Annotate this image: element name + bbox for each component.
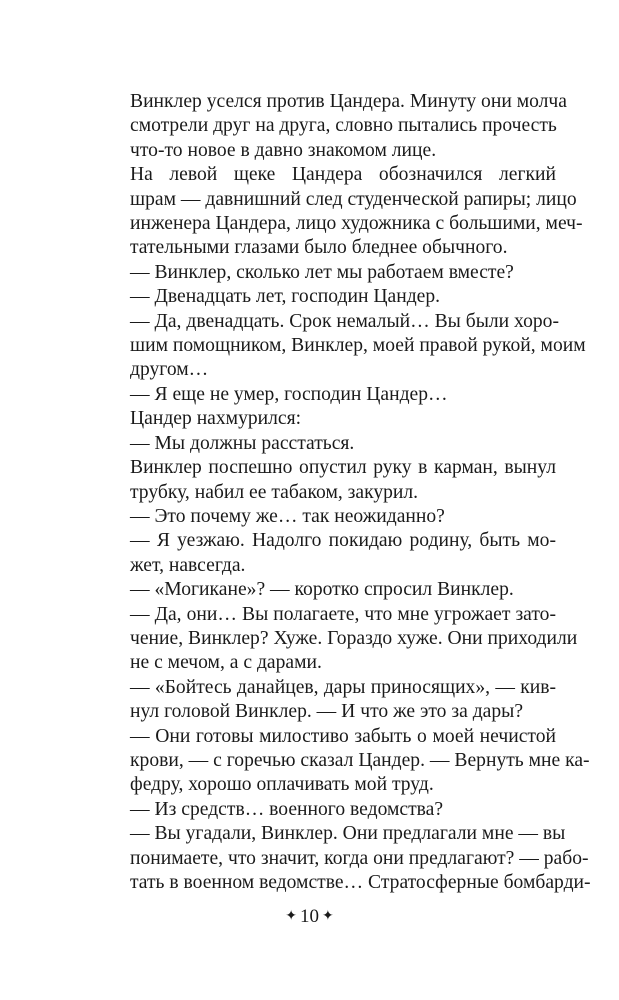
text-line: — «Бойтесь данайцев, дары приносящих», — кив- [130,676,556,698]
text-line: другом… [130,359,209,381]
paragraph [100,163,583,261]
text-line: понимаете, что значит, когда они предлагают? — рабо- [130,847,589,869]
text-line: тать в военном ведомстве… Стратосферные бомбарди- [130,872,591,893]
text-line: инженера Цандера, лицо художника с большими, меч- [130,213,583,235]
paragraph [100,578,556,602]
paragraph [100,261,556,285]
text-line: крови, — с горечью сказал Цандер. — Вернуть мне ка- [130,749,590,771]
text-line: — Двенадцать лет, господин Цандер. [130,286,441,308]
page-footer [0,906,619,928]
text-line: — Да, двенадцать. Срок немалый… Вы были хоро- [130,310,559,332]
text-line: трубку, набил ее табаком, закурил. [130,481,419,503]
text-line: — Я еще не умер, господин Цандер… [130,383,448,405]
paragraph [100,456,556,505]
text-line: — «Могикане»? — коротко спросил Винклер. [130,579,514,601]
text-line: тательными глазами было бледнее обычного. [130,237,508,259]
text-line: чение, Винклер? Хуже. Гораздо хуже. Они приходили [130,627,578,649]
text-line: нул головой Винклер. — И что же это за дары? [130,701,524,723]
paragraph [100,383,556,407]
page-number: 10 [300,906,319,927]
paragraph [100,505,556,529]
paragraph [100,90,567,163]
paragraph [100,285,556,309]
paragraph [100,407,556,431]
text-line: — Из средств… военного ведомства? [130,798,444,820]
text-line: — Это почему же… так неожиданно? [130,505,445,527]
text-line: смотрели друг на друга, словно пытались прочесть [130,115,557,137]
text-line: На левой щеке Цандера обозначился легкий [130,164,556,186]
body-text [100,90,591,895]
text-line: — Да, они… Вы полагаете, что мне угрожает зато- [130,603,556,625]
ornament-right-icon: ✦ [322,909,334,924]
text-line: шрам — давнишний след студенческой рапиры; лицо [130,188,577,210]
paragraph [100,529,556,578]
text-line: шим помощником, Винклер, моей правой рукой, моим [130,335,586,357]
text-line: Цандер нахмурился: [130,408,302,430]
ornament-left-icon: ✦ [285,909,297,924]
text-line: Винклер поспешно опустил руку в карман, вынул [130,457,556,479]
paragraph [100,822,591,895]
text-line: Винклер уселся против Цандера. Минуту они молча [130,91,567,112]
text-line: не с мечом, а с дарами. [130,652,322,674]
paragraph [100,432,556,456]
paragraph [100,603,578,676]
text-line: что-то новое в давно знакомом лице. [130,139,437,161]
paragraph [100,676,556,725]
paragraph [100,725,590,798]
paragraph [100,798,556,822]
text-line: — Они готовы милостиво забыть о моей нечистой [130,725,556,747]
text-line: — Вы угадали, Винклер. Они предлагали мне — вы [130,823,566,845]
text-line: жет, навсегда. [130,554,246,576]
paragraph [100,310,586,383]
text-line: — Винклер, сколько лет мы работаем вместе? [130,261,514,283]
text-line: федру, хорошо оплачивать мой труд. [130,774,434,796]
text-line: — Я уезжаю. Надолго покидаю родину, быть мо- [130,530,556,552]
text-line: — Мы должны расстаться. [130,432,355,454]
